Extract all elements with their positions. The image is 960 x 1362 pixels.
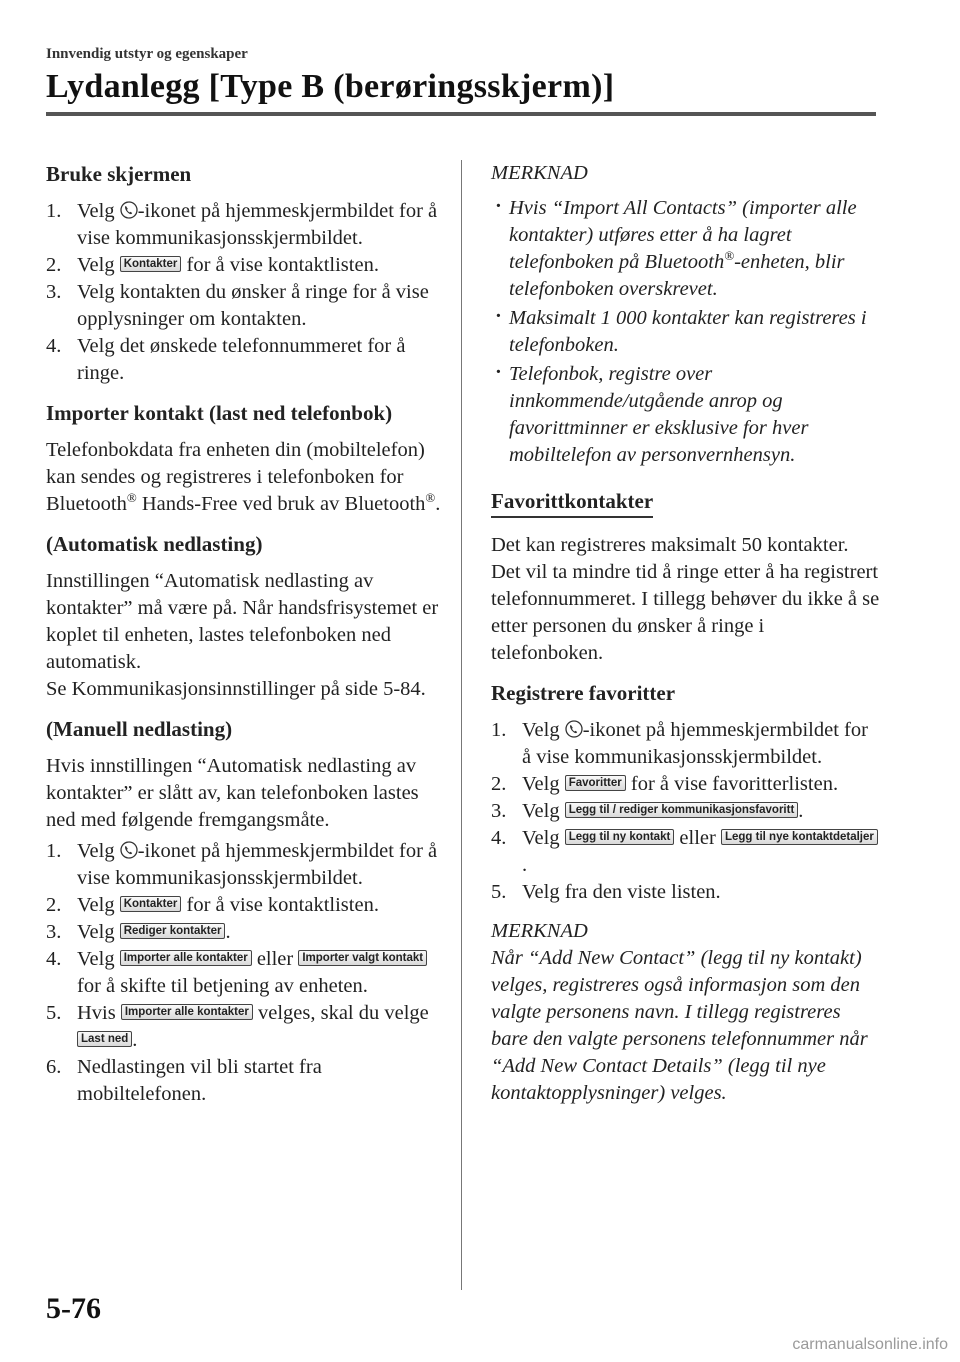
heading-register-favorites: Registrere favoritter [491, 681, 676, 705]
list-item: 1. Velg -ikonet på hjemmeskjermbildet for å vise kommunikasjonsskjermbildet. [491, 719, 868, 768]
watermark: carmanualsonline.info [792, 1336, 948, 1353]
list-item: · Maksimalt 1 000 kontakter kan registreres i telefonboken. [491, 305, 881, 359]
phone-icon [120, 201, 138, 219]
register-steps [491, 717, 881, 906]
list-item: 3. Velg Rediger kontakter . [46, 921, 231, 943]
phone-icon [120, 841, 138, 859]
section-label: Innvendig utstyr og egenskaper [46, 46, 248, 62]
heading-favorite-contacts: Favorittkontakter [491, 487, 653, 518]
heading-import-contact: Importer kontakt (last ned telefonbok) [46, 401, 393, 425]
import-all-contacts-button[interactable]: Importer alle kontakter [120, 950, 252, 966]
list-item: 1. Velg -ikonet på hjemmeskjermbildet for å vise kommunikasjonsskjermbildet. [46, 200, 438, 249]
contacts-button[interactable]: Kontakter [120, 256, 182, 272]
import-paragraph: Telefonbokdata fra enheten din (mobiltelefon) kan sendes og registreres i telefonboken for Bluetooth® Hands-Free ved bruk av Bluetooth®. [46, 439, 441, 515]
add-new-contact-details-button[interactable]: Legg til nye kontaktdetaljer [721, 829, 878, 845]
manual-paragraph: Hvis innstillingen “Automatisk nedlasting av kontakter” er slått av, kan telefonboken lastes ned med følgende fremgangsmåte. [46, 755, 419, 831]
note-heading: MERKNAD [491, 162, 588, 184]
list-item: 3. Velg kontakten du ønsker å ringe for å vise opplysninger om kontakten. [46, 281, 429, 330]
title-rule [46, 112, 876, 116]
note-text: Når “Add New Contact” (legg til ny kontakt) velges, registreres også informasjon som den valgte personens navn. I tillegg registreres bare den valgte personens telefonnummer når “Add New Contact Details” (legg til nye kontaktopplysninger) velges. [491, 947, 868, 1104]
list-item: · Hvis “Import All Contacts” (importer alle kontakter) utføres etter å ha lagret telefonboken på Bluetooth®-enheten, blir telefonboken overskrevet. [491, 195, 881, 303]
use-screen-steps [46, 198, 446, 387]
edit-contacts-button[interactable]: Rediger kontakter [120, 923, 226, 939]
list-item: 2. Velg Kontakter for å vise kontaktlisten. [46, 254, 379, 276]
auto-see-page: Se Kommunikasjonsinnstillinger på side 5-84. [46, 678, 426, 700]
list-item: 6. Nedlastingen vil bli startet fra mobiltelefonen. [46, 1056, 322, 1105]
heading-use-screen: Bruke skjermen [46, 162, 192, 186]
auto-paragraph: Innstillingen “Automatisk nedlasting av kontakter” må være på. Når handsfrisystemet er koplet til enheten, lastes telefonboken ned automatisk. [46, 570, 439, 673]
column-divider [461, 160, 462, 1290]
list-item: 5. Velg fra den viste listen. [491, 881, 721, 903]
list-item: 4. Velg det ønskede telefonnummeret for å ringe. [46, 335, 406, 384]
heading-manual-download: (Manuell nedlasting) [46, 717, 233, 741]
list-item: 2. Velg Kontakter for å vise kontaktlisten. [46, 894, 379, 916]
favorites-paragraph: Det kan registreres maksimalt 50 kontakter. Det vil ta mindre tid å ringe etter å ha registrert telefonnummeret. I tillegg behøver du ikke å se etter personen du ønsker å ringe i telefonboken. [491, 534, 880, 664]
list-item: 4. Velg Importer alle kontakter eller Importer valgt kontakt for å skifte til betjening av enheten. [46, 946, 446, 1000]
download-button[interactable]: Last ned [77, 1031, 132, 1047]
manual-steps [46, 838, 446, 1108]
favorites-button[interactable]: Favoritter [565, 775, 626, 791]
phone-icon [565, 720, 583, 738]
heading-auto-download: (Automatisk nedlasting) [46, 532, 263, 556]
import-selected-contact-button[interactable]: Importer valgt kontakt [298, 950, 427, 966]
contacts-button[interactable]: Kontakter [120, 896, 182, 912]
add-new-contact-button[interactable]: Legg til ny kontakt [565, 829, 675, 845]
page-number: 5-76 [46, 1292, 101, 1325]
list-item: · Telefonbok, registre over innkommende/utgående anrop og favorittminner er eksklusive for hver mobiltelefon av personvernhensyn. [491, 361, 881, 469]
import-all-contacts-button[interactable]: Importer alle kontakter [121, 1004, 253, 1020]
right-column [491, 160, 881, 1107]
list-item: 5. Hvis Importer alle kontakter velges, skal du velge Last ned . [46, 1002, 429, 1051]
list-item: 2. Velg Favoritter for å vise favoritterlisten. [491, 773, 839, 795]
note-heading: MERKNAD [491, 920, 588, 942]
list-item: 4. Velg Legg til ny kontakt eller Legg til nye kontaktdetaljer. [491, 825, 881, 879]
page-title: Lydanlegg [Type B (berøringsskjerm)] [46, 68, 615, 105]
note-list [491, 195, 881, 469]
list-item: 3. Velg Legg til / rediger kommunikasjonsfavoritt . [491, 800, 804, 822]
add-edit-favorite-button[interactable]: Legg til / rediger kommunikasjonsfavoritt [565, 802, 799, 818]
list-item: 1. Velg -ikonet på hjemmeskjermbildet for å vise kommunikasjonsskjermbildet. [46, 840, 438, 889]
left-column [46, 160, 446, 1120]
